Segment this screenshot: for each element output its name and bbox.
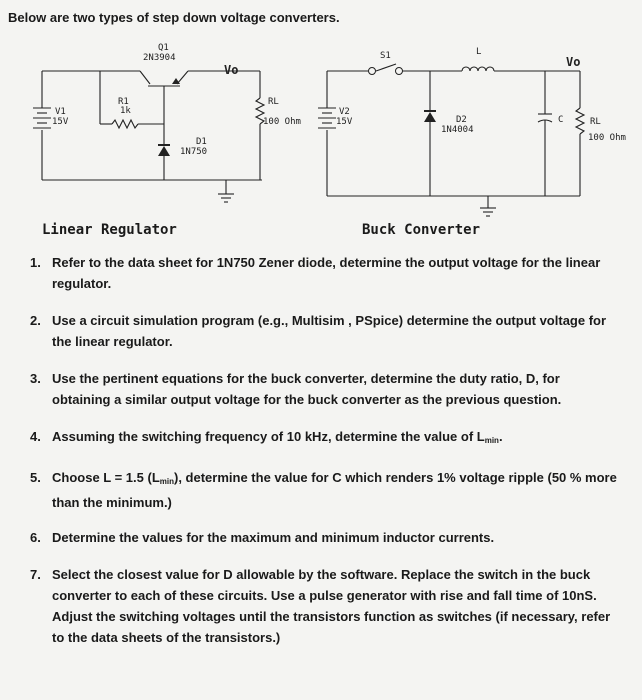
switch-contact-icon bbox=[396, 68, 403, 75]
inductor-ref: L bbox=[476, 47, 482, 57]
v2-value: 15V bbox=[336, 117, 353, 127]
linear-rl-ref: RL bbox=[268, 97, 279, 107]
question-text: Use a circuit simulation program (e.g., Multisim , PSpice) determine the output voltage for the linear regulator. bbox=[52, 313, 607, 349]
question-item bbox=[30, 527, 620, 548]
question-item bbox=[30, 310, 620, 352]
question-item bbox=[30, 252, 620, 294]
question-list bbox=[30, 252, 620, 648]
zener-diode-icon bbox=[158, 146, 170, 156]
question-number: 2. bbox=[30, 313, 41, 328]
buck-converter-caption: Buck Converter bbox=[362, 222, 481, 238]
question-text: Choose L = 1.5 (L bbox=[52, 470, 160, 485]
question-item bbox=[30, 564, 620, 648]
r1-value: 1k bbox=[120, 106, 131, 116]
subscript: min bbox=[484, 436, 499, 445]
question-number: 6. bbox=[30, 530, 41, 545]
buck-vo-label: Vo bbox=[566, 55, 581, 69]
question-text: Refer to the data sheet for 1N750 Zener diode, determine the output voltage for the linear regulator. bbox=[52, 255, 601, 291]
question-item bbox=[30, 467, 620, 513]
d2-ref: D2 bbox=[456, 115, 467, 125]
question-text: Determine the values for the maximum and minimum inductor currents. bbox=[52, 530, 495, 545]
r1-ref: R1 bbox=[118, 97, 129, 107]
subscript: min bbox=[159, 477, 174, 486]
schematics bbox=[0, 38, 642, 228]
question-text: Use the pertinent equations for the buck converter, determine the duty ratio, D, for obtaining a similar output voltage for the buck converter as the previous question. bbox=[52, 371, 562, 407]
question-text: Assuming the switching frequency of 10 kHz, determine the value of L bbox=[52, 429, 485, 444]
v1-ref: V1 bbox=[55, 107, 66, 117]
d2-part: 1N4004 bbox=[441, 125, 474, 135]
zener-bar-icon bbox=[158, 144, 170, 146]
question-item bbox=[30, 368, 620, 410]
question-item bbox=[30, 426, 620, 451]
question-number: 4. bbox=[30, 429, 41, 444]
linear-regulator-caption: Linear Regulator bbox=[42, 222, 177, 238]
freewheel-diode-icon bbox=[424, 112, 436, 122]
s1-ref: S1 bbox=[380, 51, 391, 61]
question-text: Select the closest value for D allowable by the software. Replace the switch in the buck converter to each of these circuits. Use a pulse generator with rise and fall time of 10nS. Adjust the switching voltages until the transistors function as switches (if necessary, refer to the data sheets of the transistors.) bbox=[52, 567, 611, 645]
buck-rl-ref: RL bbox=[590, 117, 601, 127]
q1-part: 2N3904 bbox=[143, 53, 176, 63]
question-text-end: . bbox=[498, 429, 503, 444]
capacitor-ref: C bbox=[558, 115, 564, 125]
q1-ref: Q1 bbox=[158, 43, 169, 53]
linear-vo-label: Vo bbox=[224, 63, 239, 77]
intro-text: Below are two types of step down voltage converters. bbox=[8, 10, 340, 25]
question-number: 5. bbox=[30, 470, 41, 485]
v2-ref: V2 bbox=[339, 107, 350, 117]
v1-value: 15V bbox=[52, 117, 69, 127]
buck-rl-value: 100 Ohm bbox=[588, 133, 626, 143]
question-number: 3. bbox=[30, 371, 41, 386]
linear-rl-value: 100 Ohm bbox=[263, 117, 301, 127]
d1-ref: D1 bbox=[196, 137, 207, 147]
question-text-end: ), determine the value for C which renders 1% voltage ripple (50 % more than the minimum.) bbox=[52, 470, 617, 510]
diode-bar-icon bbox=[424, 110, 436, 112]
d1-part: 1N750 bbox=[180, 147, 208, 157]
question-number: 1. bbox=[30, 255, 41, 270]
switch-contact-icon bbox=[369, 68, 376, 75]
emitter-arrow-icon bbox=[172, 78, 180, 84]
question-number: 7. bbox=[30, 567, 41, 582]
